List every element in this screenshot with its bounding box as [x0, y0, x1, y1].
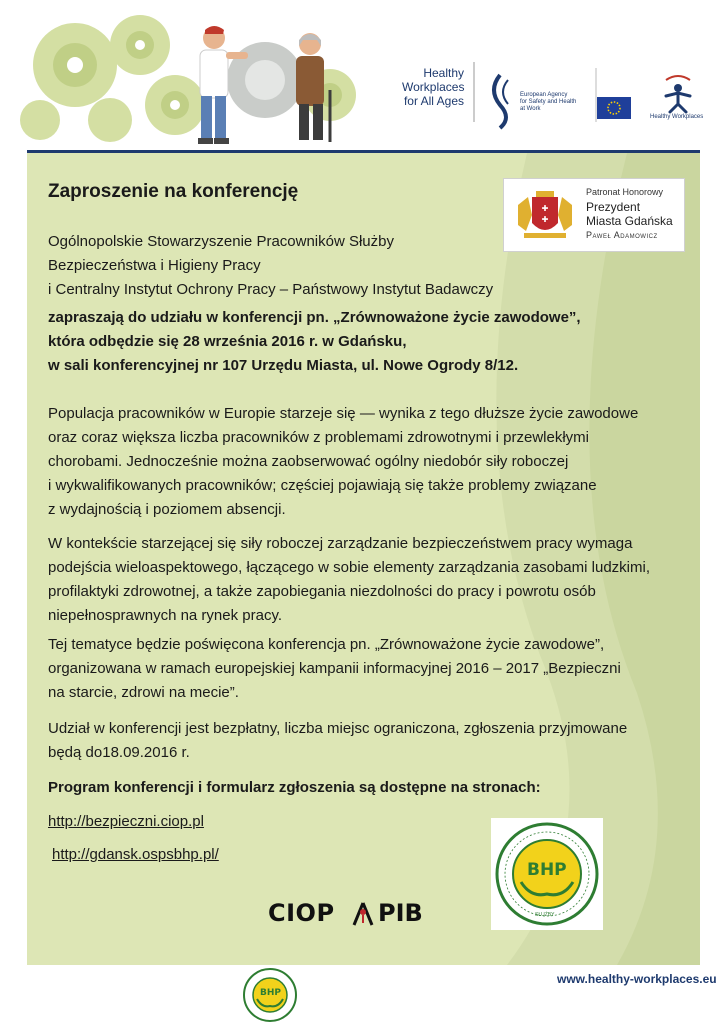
program-heading: Program konferencji i formularz zgłoszenia są dostępne na stronach: — [48, 779, 541, 796]
paragraph-context — [48, 532, 650, 628]
ciop-pib-logo — [268, 899, 450, 929]
paragraph-line: Populacja pracowników w Europie starzeje się — wynika z tego dłuższe życie zawodowe — [48, 405, 639, 422]
paragraph-line: na starcie, zdrowi na mecie”. — [48, 684, 239, 701]
paragraph-line: chorobami. Jednocześnie można zaobserwować ogólny niedobór siły roboczej — [48, 453, 569, 470]
svg-text:✚: ✚ — [541, 215, 549, 224]
agency-line1: European Agency — [520, 92, 568, 98]
paragraph-line: i wykwalifikowanych pracowników; częściej pojawiają się także problemy związane — [48, 477, 597, 494]
paragraph-participation — [48, 717, 627, 765]
paragraph-line: podejścia wieloaspektowego, łączącego w sobie elementy zarządzania zasobami ludzkimi, — [48, 559, 650, 576]
bhp-small-text: BHP — [260, 988, 281, 998]
patronat-line3: Miasta Gdańska — [586, 214, 673, 228]
hwp-line3: for All Ages — [403, 94, 464, 108]
invitation-line: zapraszają do udziału w konferencji pn. „Zrównoważone życie zawodowe”, — [48, 309, 581, 326]
ciop-figure-icon — [352, 901, 374, 927]
paragraph-line: Tej tematyce będzie poświęcona konferencja pn. „Zrównoważone życie zawodowe”, — [48, 636, 605, 653]
link-bezpieczni[interactable]: http://bezpieczni.ciop.pl — [48, 813, 204, 830]
paragraph-line: będą do18.09.2016 r. — [48, 744, 190, 761]
footer-url: www.healthy-workplaces.eu — [557, 972, 717, 986]
invitation-block — [48, 306, 581, 378]
organizers-line: Ogólnopolskie Stowarzyszenie Pracowników Służby — [48, 233, 394, 250]
paragraph-line: organizowana w ramach europejskiej kampanii informacyjnej 2016 – 2017 „Bezpieczni — [48, 660, 621, 677]
agency-line2: for Safety and Health — [520, 99, 577, 105]
bhp-association-logo-small — [241, 966, 299, 1024]
eu-flag-icon — [597, 97, 631, 119]
hwp-line2: Workplaces — [402, 80, 465, 94]
organizers-line: Bezpieczeństwa i Higieny Pracy — [48, 257, 261, 274]
organizers-line: i Centralny Instytut Ochrony Pracy – Państwowy Instytut Badawczy — [48, 281, 494, 298]
bhp-association-logo — [491, 818, 603, 930]
bhp-logo-bottom: SŁUŻBY — [535, 912, 555, 918]
link-gdansk-ospsbhp[interactable]: http://gdansk.ospsbhp.pl/ — [52, 846, 219, 863]
paragraph-line: W kontekście starzejącej się siły roboczej zarządzanie bezpieczeństwem pracy wymaga — [48, 535, 633, 552]
agency-line3: at Work — [520, 106, 541, 112]
hw-small-label: Healthy Workplaces — [650, 114, 704, 120]
invitation-line: w sali konferencyjnej nr 107 Urzędu Miasta, ul. Nowe Ogrody 8/12. — [48, 357, 519, 374]
paragraph-topic — [48, 633, 621, 705]
paragraph-population — [48, 402, 638, 522]
paragraph-line: profilaktyki zdrowotnej, a także zapobiegania niezdolności do pracy i powrotu osób — [48, 583, 596, 600]
paragraph-line: z wydajnością i poziomem absencji. — [48, 501, 286, 518]
paragraph-line: oraz coraz większa liczba pracowników z problemami zdrowotnymi i przewlekłymi — [48, 429, 590, 446]
healthy-workplaces-figure-icon — [666, 76, 690, 112]
hwp-line1: Healthy — [423, 66, 464, 80]
header-illustration — [0, 0, 725, 150]
organizers-block — [48, 230, 493, 302]
paragraph-line: niepełnosprawnych na rynek pracy. — [48, 607, 283, 624]
ciop-text: CIOP — [268, 899, 335, 927]
patronat-line1: Patronat Honorowy — [586, 187, 664, 197]
invitation-line: która odbędzie się 28 września 2016 r. w Gdańsku, — [48, 333, 407, 350]
header-banner — [0, 0, 725, 150]
bhp-logo-text: BHP — [527, 860, 567, 880]
patronat-line2: Prezydent — [586, 200, 641, 214]
patronat-honorowy-box — [503, 178, 685, 252]
gdansk-coat-of-arms-icon — [514, 185, 576, 245]
pib-text: PIB — [378, 899, 423, 927]
svg-text:✚: ✚ — [541, 204, 549, 213]
paragraph-line: Udział w konferencji jest bezpłatny, liczba miejsc ograniczona, zgłoszenia przyjmowane — [48, 720, 628, 737]
patronat-line4: Paweł Adamowicz — [586, 230, 658, 240]
page-title: Zaproszenie na konferencję — [48, 181, 299, 202]
